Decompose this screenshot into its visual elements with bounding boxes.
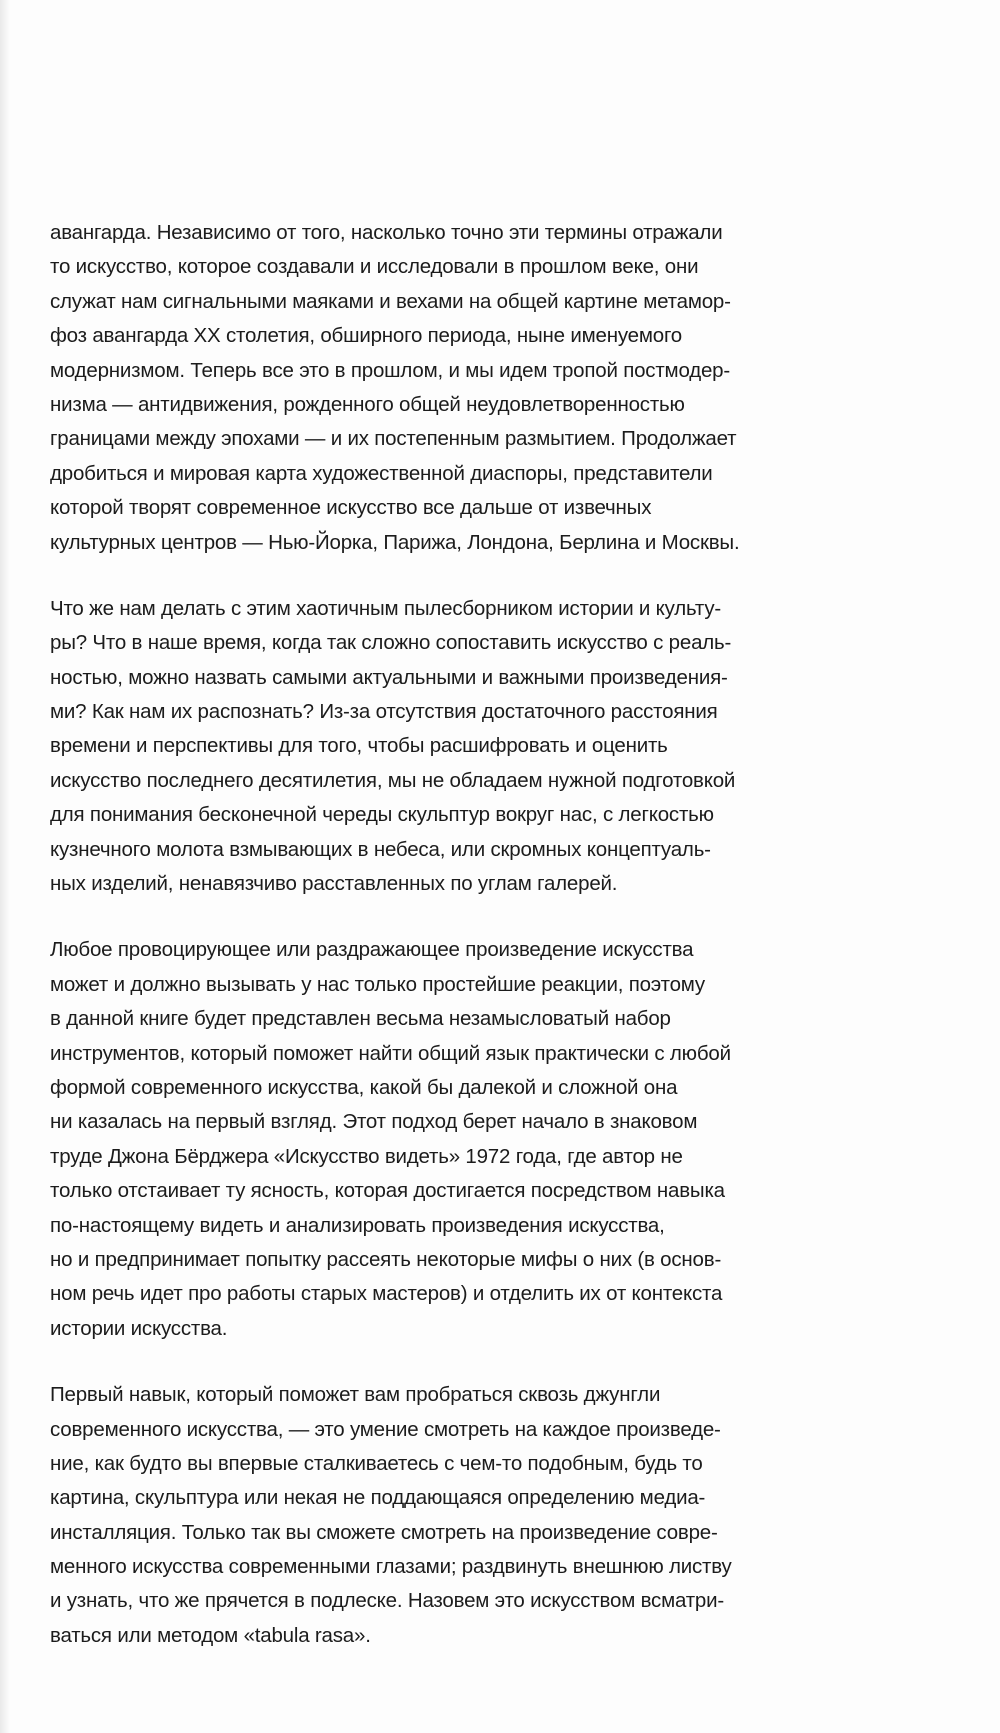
- text-line: в данной книге будет представлен весьма незамысловатый набор: [50, 1007, 671, 1031]
- body-text: [50, 216, 810, 1685]
- text-line: только отстаивает ту ясность, которая достигается посредством навыка: [50, 1179, 725, 1203]
- text-line: модернизмом. Теперь все это в прошлом, и мы идем тропой постмодер-: [50, 358, 730, 382]
- text-line: и узнать, что же прячется в подлеске. Назовем это искусством всматри-: [50, 1589, 725, 1613]
- paragraph: [50, 1378, 810, 1653]
- paragraph: [50, 592, 810, 902]
- text-line: границами между эпохами — и их постепенным размытием. Продолжает: [50, 427, 737, 451]
- text-line: низма — антидвижения, рожденного общей неудовлетворенностью: [50, 392, 685, 416]
- text-line: формой современного искусства, какой бы далекой и сложной она: [50, 1075, 678, 1099]
- text-line: ние, как будто вы впервые сталкиваетесь с чем-то подобным, будь то: [50, 1451, 703, 1475]
- paragraph: [50, 933, 810, 1346]
- text-line: авангарда. Независимо от того, насколько точно эти термины отражали: [50, 221, 723, 244]
- text-line: труде Джона Бёрджера «Искусство видеть» 1972 года, где автор не: [50, 1144, 683, 1168]
- paragraph: [50, 216, 810, 560]
- text-line: инструментов, который поможет найти общий язык практически с любой: [50, 1041, 731, 1065]
- text-line: то искусство, которое создавали и исследовали в прошлом веке, они: [50, 255, 699, 279]
- text-line: может и должно вызывать у нас только простейшие реакции, поэтому: [50, 972, 705, 996]
- text-line: ваться или методом «tabula rasa».: [50, 1623, 371, 1647]
- text-line: дробиться и мировая карта художественной диаспоры, представители: [50, 461, 713, 485]
- text-line: современного искусства, — это умение смотреть на каждое произведе-: [50, 1417, 721, 1441]
- text-line: времени и перспективы для того, чтобы расшифровать и оценить: [50, 734, 668, 758]
- text-line: служат нам сигнальными маяками и вехами на общей картине метамор-: [50, 289, 731, 313]
- text-line: Любое провоцирующее или раздражающее произведение искусства: [50, 938, 694, 962]
- text-line: которой творят современное искусство все дальше от извечных: [50, 496, 652, 520]
- text-line: картина, скульптура или некая не поддающаяся определению медиа-: [50, 1486, 706, 1510]
- text-line: культурных центров — Нью-Йорка, Парижа, Лондона, Берлина и Москвы.: [50, 530, 740, 554]
- text-line: ностью, можно назвать самыми актуальными и важными произведения-: [50, 665, 728, 689]
- text-line: ры? Что в наше время, когда так сложно сопоставить искусство с реаль-: [50, 631, 732, 655]
- page-edge-shadow: [0, 0, 10, 1733]
- text-line: для понимания бесконечной череды скульптур вокруг нас, с легкостью: [50, 803, 714, 827]
- text-line: кузнечного молота взмывающих в небеса, или скромных концептуаль-: [50, 837, 711, 861]
- text-line: инсталляция. Только так вы сможете смотреть на произведение совре-: [50, 1520, 718, 1544]
- text-line: Первый навык, который поможет вам пробраться сквозь джунгли: [50, 1383, 661, 1407]
- text-line: по-настоящему видеть и анализировать произведения искусства,: [50, 1213, 665, 1237]
- text-line: ных изделий, ненавязчиво расставленных по углам галерей.: [50, 872, 618, 896]
- text-line: ни казалась на первый взгляд. Этот подход берет начало в знаковом: [50, 1110, 698, 1134]
- text-line: ми? Как нам их распознать? Из-за отсутствия достаточного расстояния: [50, 700, 718, 724]
- text-line: фоз авангарда XX столетия, обширного периода, ныне именуемого: [50, 324, 682, 348]
- text-line: менного искусства современными глазами; раздвинуть внешнюю листву: [50, 1555, 732, 1579]
- text-line: но и предпринимает попытку рассеять некоторые мифы о них (в основ-: [50, 1247, 722, 1271]
- text-line: Что же нам делать с этим хаотичным пылесборником истории и культу-: [50, 596, 722, 620]
- text-line: истории искусства.: [50, 1316, 228, 1340]
- text-line: искусство последнего десятилетия, мы не обладаем нужной подготовкой: [50, 768, 736, 792]
- text-line: ном речь идет про работы старых мастеров) и отделить их от контекста: [50, 1282, 723, 1306]
